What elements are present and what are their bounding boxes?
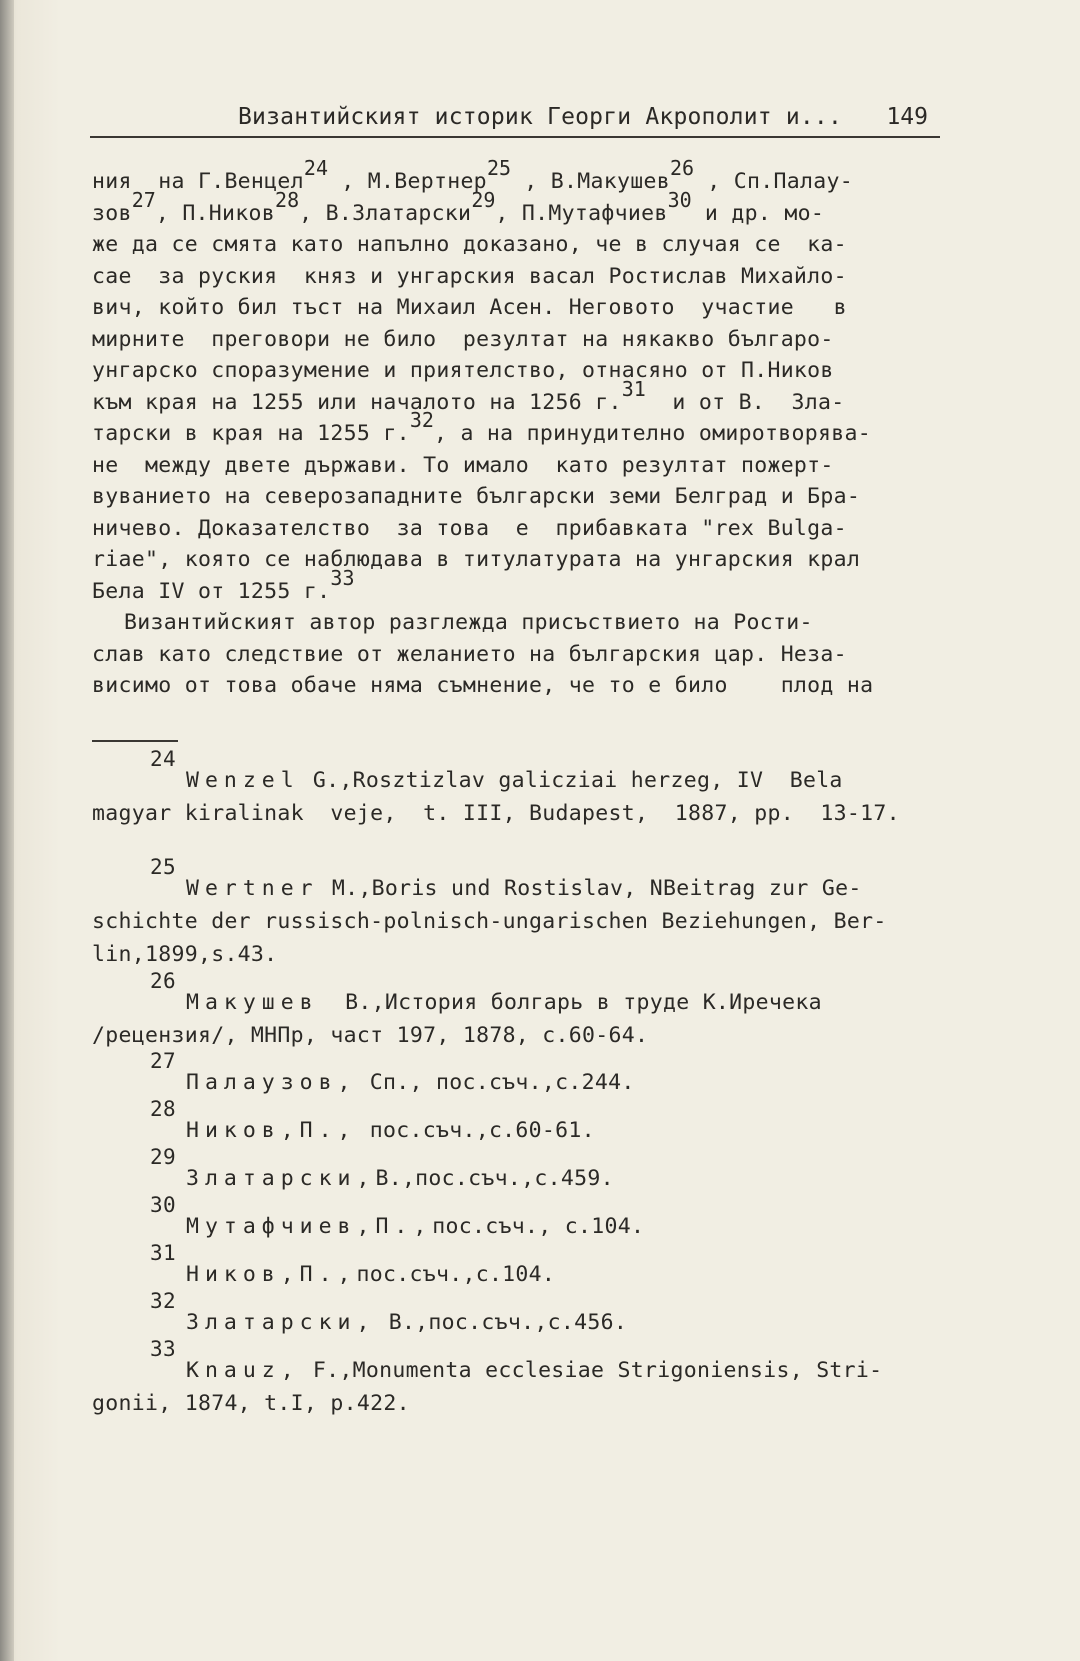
text-line: зов$^{27}$, П.Ников$^{28}$, В.Златарски$^{29}$, П.Мутафчиев$^{30}$ и др. мо- — [92, 187, 825, 226]
text-line: висимо от това обаче няма съмнение, че то е било плод на — [92, 673, 874, 698]
text-line: тарски в края на 1255 г.$^{32}$, а на принудително омиротворява- — [92, 408, 872, 446]
footnote-author: Wertner — [186, 876, 319, 901]
footnote-ref: 24 — [303, 156, 328, 180]
book-spine-shadow — [0, 0, 14, 1661]
footnote-author: Knauz, — [186, 1358, 300, 1383]
footnote-ref: 25 — [486, 156, 512, 180]
footnote-ref: 30 — [667, 187, 692, 212]
footnote-ref: 28 — [275, 187, 300, 212]
footnote-ref: 26 — [669, 156, 695, 180]
text-line: унгарско споразумение и приятелство, отнасяно от П.Ников — [92, 358, 834, 383]
footnote-number: 28 — [150, 1097, 176, 1121]
footnote-author: Палаузов, — [186, 1070, 357, 1095]
text-line: към края на 1255 или началото на 1256 г.$^{31}$ и от В. Зла- — [92, 376, 845, 415]
footnote-author: Ников,П., — [186, 1262, 357, 1287]
footnote-number: 25 — [150, 855, 176, 879]
main-text — [92, 156, 952, 702]
text-line: слав като следствие от желанието на българския цар. Неза- — [92, 641, 847, 667]
running-header — [90, 100, 940, 138]
footnote-author: Ников,П., — [186, 1118, 357, 1143]
footnote-number: 27 — [150, 1049, 176, 1073]
footnote-ref: 32 — [409, 408, 434, 432]
text-line: вич, който бил тъст на Михаил Асен. Неговото участие в — [92, 295, 847, 320]
text-line: Византийският автор разглежда присъствието на Рости- — [124, 610, 813, 635]
footnote-ref: 27 — [131, 187, 156, 212]
text-line: мирните преговори не било резултат на някакво българо- — [92, 326, 834, 352]
text-line: не между двете държави. То имало като резултат пожерт- — [92, 452, 834, 478]
footnote-number: 31 — [150, 1241, 176, 1265]
footnote-ref: 29 — [471, 187, 496, 212]
text-line: же да се смята като напълно доказано, че в случая се ка- — [92, 232, 847, 257]
book-page: Византийският историк Георги Акрополит и... 149 ния на Г.Венцел$^{24}$ , М.Вертнер$^{25}$ , В.Макушев$^{26}$ , Сп.Палау- зов$^{27}$, П.Ников$^{28}$, В.Златарски$^{29}$, П.Мутафчиев$^{30}$ и др. мо- же да се смята като напълно доказано, че в случая се ка- сае за руския княз и унгарския васал Ростислав Михайло- вич, който бил тъст на Михаил Асен. Неговото участие в мирните преговори не било резултат на някакво българо- унгарско споразумение и приятелство, отнасяно от П.Ников към края на 1255 или началото на 1256 г.$^{31}$ и от В. Зла- тарски в края на 1255 г.$^{32}$, а на принудително омиротворява- не между двете държави. То имало като резултат пожерт- вуванието на северозападните български земи Белград и Бра- ничево. Доказателство за това е прибавката "rex Bulga- riae", която се наблюдава в титулатурата на унгарския крал Бела IV от 1255 г.$^{33}$ Византийският автор разглежда присъствието на Рости- слав като следствие от желанието на българския цар. Неза- висимо от това обаче няма съмнение, че то е било плод на 24 Wenzel G.,Rosztizlav galicziai herzeg, IV Bela magyar kiralinak veje, t. III, Budapest, 1887, pp. 13-17. 25 Wertner M.,Boris und Rostislav, NBeitrag zur Ge- schichte der russisch-polnisch-ungarischen Beziehungen, Ber- lin,1899,s.43. 26 Макушев В.,История болгарь в труде К.Иречека /рецензия/, МНПр, част 197, 1878, с.60-64. 27 Палаузов, Сп., пос.съч.,с.244. 28 Ников,П., пос.съч.,с.60-61. 29 Златарски,В.,пос.съч.,с.459. 30 Мутафчиев,П.,пос.съч., с.104. 31 Ников,П.,пос.съч.,с.104. 32 Златарски, В.,пос.съч.,с.456. 33 Knauz, F.,Monumenta ecclesiae Strigoniensis, Stri- gonii, 1874, t.I, p.422. — [0, 0, 1080, 1661]
page-number: 149 — [886, 104, 928, 130]
footnote-author: Златарски, — [186, 1166, 376, 1191]
text-line: сае за руския княз и унгарския васал Ростислав Михайло- — [92, 263, 847, 289]
text-line: вуванието на северозападните български земи Белград и Бра- — [92, 484, 861, 509]
footnote-number: 29 — [150, 1145, 176, 1169]
text-line: riae", която се наблюдава в титулатурата на унгарския крал — [92, 547, 861, 572]
running-title: Византийският историк Георги Акрополит и... — [238, 104, 843, 130]
footnote-number: 24 — [150, 747, 176, 771]
footnote-number: 26 — [150, 969, 176, 993]
footnote-author: Златарски, — [186, 1310, 376, 1335]
footnote-ref: 31 — [621, 376, 646, 401]
footnote-divider — [92, 740, 178, 742]
footnote-author: Wenzel — [186, 768, 300, 793]
footnote-author: Мутафчиев,П., — [186, 1214, 433, 1239]
text-line: ния на Г.Венцел$^{24}$ , М.Вертнер$^{25}$ , В.Макушев$^{26}$ , Сп.Палау- — [92, 156, 853, 194]
footnote-number: 30 — [150, 1193, 176, 1217]
text-line: ничево. Доказателство за това е прибавката "rex Bulga- — [92, 515, 847, 541]
footnote-number: 33 — [150, 1337, 176, 1361]
footnote-number: 32 — [150, 1289, 176, 1313]
text-line: Бела IV от 1255 г.$^{33}$ — [92, 565, 355, 604]
footnote-ref: 33 — [330, 565, 355, 590]
footnote-author: Макушев — [186, 990, 319, 1015]
